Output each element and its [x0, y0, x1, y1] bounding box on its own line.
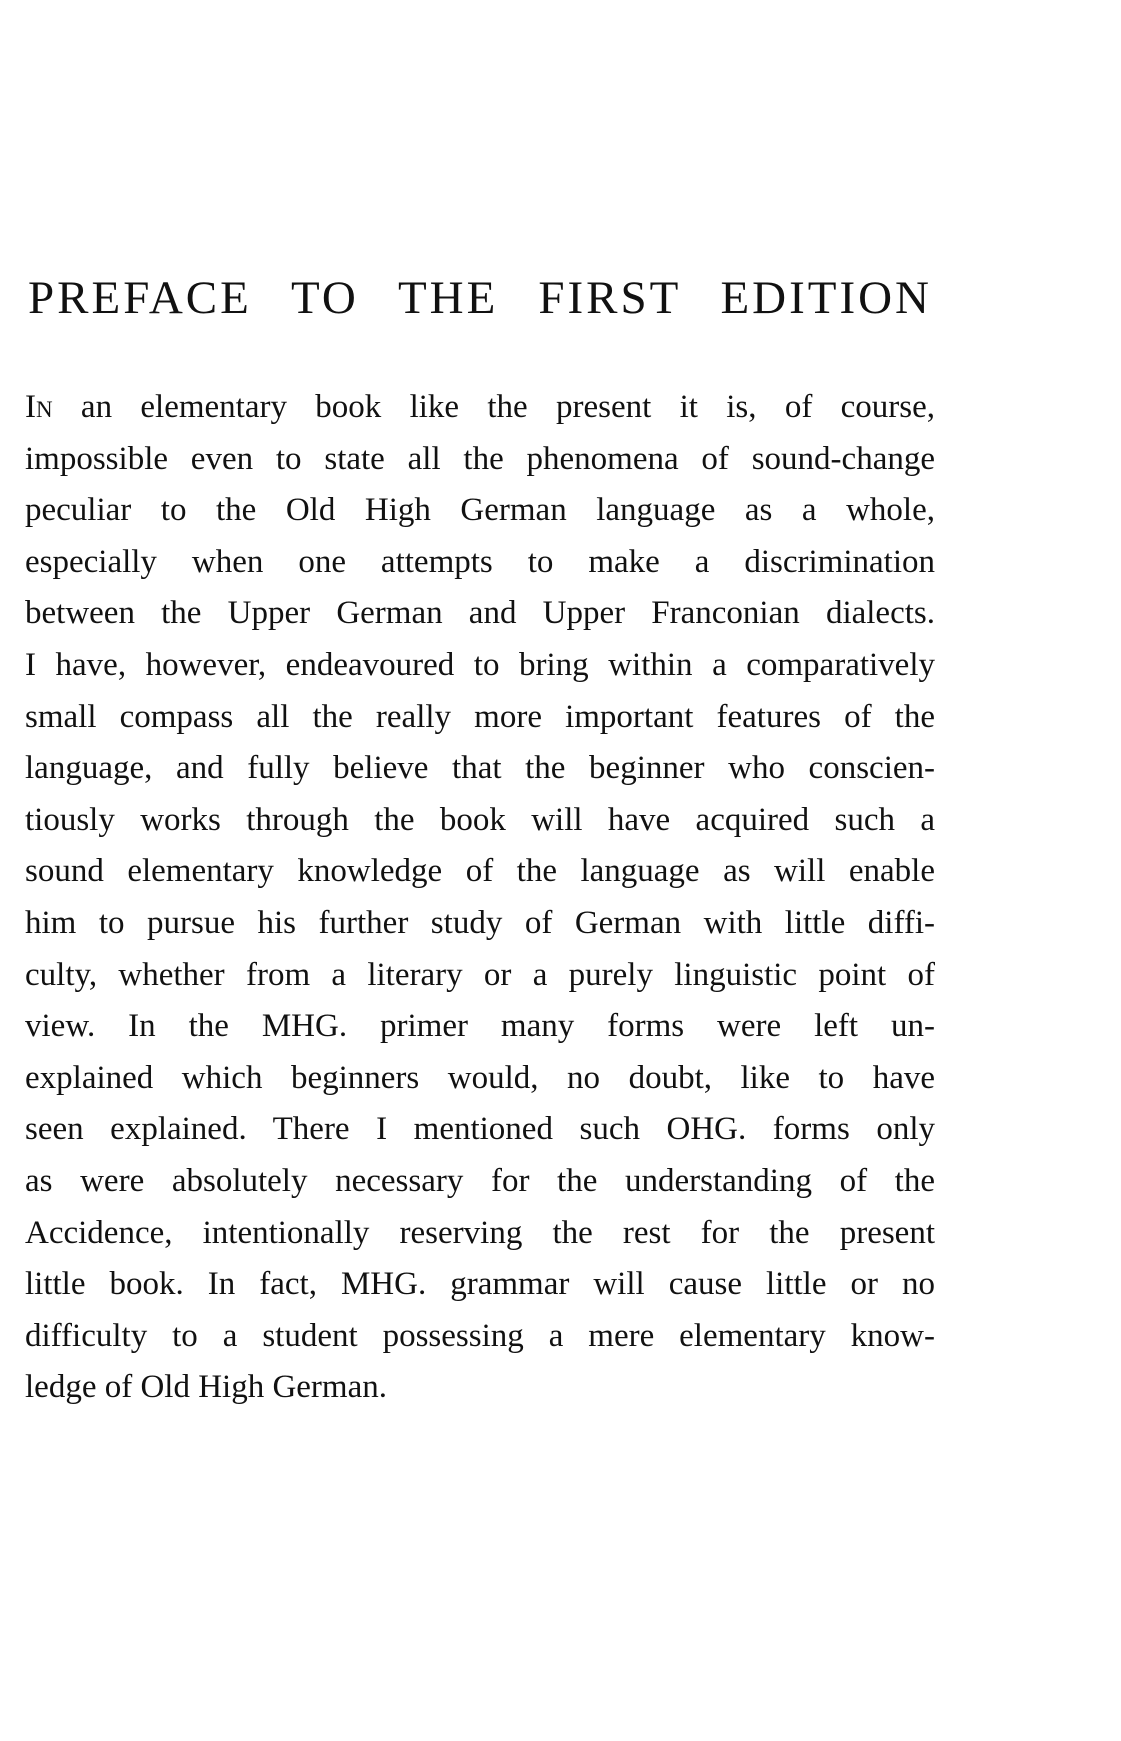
page-title: PREFACE TO THE FIRST EDITION [28, 272, 932, 324]
text-line: him to pursue his further study of German with little diffi- [25, 904, 935, 941]
text-line: peculiar to the Old High German language as a whole, [25, 492, 935, 529]
text-line: seen explained. There I mentioned such OHG. forms only [25, 1111, 935, 1148]
text-line: sound elementary knowledge of the language as will enable [25, 853, 935, 890]
text-line: impossible even to state all the phenomena of sound-change [25, 440, 935, 477]
text-line: language, and fully believe that the beginner who conscien- [25, 750, 935, 787]
text-line: view. In the MHG. primer many forms were left un- [25, 1008, 935, 1045]
text-line: between the Upper German and Upper Franconian dialects. [25, 595, 935, 632]
text-line: as were absolutely necessary for the understanding of the [25, 1162, 935, 1199]
text-line: culty, whether from a literary or a purely linguistic point of [25, 956, 935, 993]
text-line: difficulty to a student possessing a mere elementary know- [25, 1317, 935, 1354]
text-line: I have, however, endeavoured to bring within a comparatively [25, 646, 935, 683]
text-line: ledge of Old High German. [25, 1369, 387, 1406]
text-line: Accidence, intentionally reserving the rest for the present [25, 1214, 935, 1251]
text-line: especially when one attempts to make a discrimination [25, 543, 935, 580]
text-line: small compass all the really more important features of the [25, 698, 935, 735]
drop-word: In [25, 389, 53, 425]
preface-body [25, 382, 935, 1414]
text-line-content: an elementary book like the present it is, of course, [52, 389, 935, 425]
text-line: explained which beginners would, no doubt, like to have [25, 1059, 935, 1096]
text-line: little book. In fact, MHG. grammar will cause little or no [25, 1266, 935, 1303]
text-line: tiously works through the book will have acquired such a [25, 801, 935, 838]
text-line [25, 382, 935, 434]
